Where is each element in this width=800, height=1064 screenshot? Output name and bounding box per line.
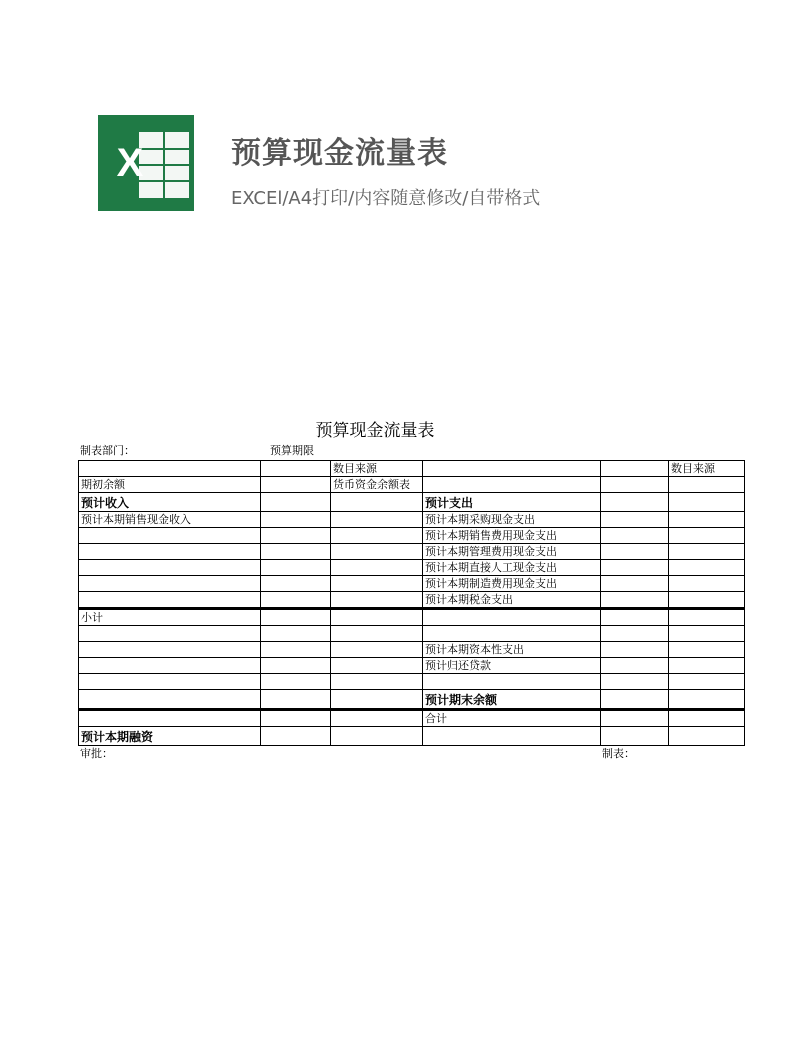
table-cell[interactable] xyxy=(79,544,261,560)
table-cell[interactable] xyxy=(331,658,423,674)
table-row xyxy=(79,609,745,626)
table-cell[interactable] xyxy=(601,690,669,710)
table-cell[interactable] xyxy=(79,674,261,690)
table-cell[interactable] xyxy=(601,461,669,477)
table-cell[interactable] xyxy=(79,710,261,727)
table-cell[interactable] xyxy=(79,576,261,592)
table-row xyxy=(79,642,745,658)
table-cell[interactable] xyxy=(601,528,669,544)
table-cell[interactable] xyxy=(669,477,745,493)
table-row xyxy=(79,560,745,576)
table-cell[interactable]: 合计 xyxy=(423,710,601,727)
table-cell[interactable] xyxy=(423,609,601,626)
table-cell[interactable]: 预计本期融资 xyxy=(79,727,261,746)
table-cell[interactable] xyxy=(331,727,423,746)
table-cell[interactable]: 预计支出 xyxy=(423,493,601,512)
table-cell[interactable] xyxy=(601,560,669,576)
table-row xyxy=(79,658,745,674)
table-cell[interactable] xyxy=(601,512,669,528)
table-cell[interactable] xyxy=(601,642,669,658)
table-cell[interactable] xyxy=(79,592,261,609)
table-cell[interactable] xyxy=(331,609,423,626)
table-cell[interactable] xyxy=(79,690,261,710)
table-cell[interactable] xyxy=(261,512,331,528)
table-row xyxy=(79,461,745,477)
table-cell[interactable] xyxy=(261,592,331,609)
table-cell[interactable] xyxy=(669,658,745,674)
table-cell[interactable] xyxy=(669,626,745,642)
table-row xyxy=(79,528,745,544)
table-cell[interactable] xyxy=(601,727,669,746)
table-row xyxy=(79,626,745,642)
table-cell[interactable]: 预计本期资本性支出 xyxy=(423,642,601,658)
table-cell[interactable] xyxy=(669,512,745,528)
table-cell[interactable] xyxy=(261,690,331,710)
table-cell[interactable] xyxy=(261,674,331,690)
table-cell[interactable] xyxy=(669,493,745,512)
table-cell[interactable] xyxy=(669,576,745,592)
table-cell[interactable] xyxy=(331,493,423,512)
table-cell[interactable] xyxy=(669,592,745,609)
table-cell[interactable] xyxy=(331,560,423,576)
maker-label: 制表： xyxy=(602,747,635,760)
table-row xyxy=(79,512,745,528)
dept-label: 制表部门： xyxy=(80,444,135,457)
table-cell[interactable] xyxy=(331,626,423,642)
table-cell[interactable] xyxy=(79,658,261,674)
table-cell[interactable] xyxy=(669,674,745,690)
table-cell[interactable] xyxy=(601,710,669,727)
table-cell[interactable] xyxy=(261,544,331,560)
table-cell[interactable]: 数目来源 xyxy=(669,461,745,477)
period-label: 预算期限 xyxy=(270,444,314,457)
cash-flow-table xyxy=(78,460,745,746)
table-cell[interactable] xyxy=(423,477,601,493)
table-row xyxy=(79,493,745,512)
table-cell[interactable]: 数目来源 xyxy=(331,461,423,477)
table-cell[interactable] xyxy=(601,626,669,642)
table-cell[interactable] xyxy=(669,609,745,626)
table-cell[interactable] xyxy=(331,544,423,560)
table-cell[interactable] xyxy=(669,528,745,544)
table-row xyxy=(79,690,745,710)
table-cell[interactable] xyxy=(79,461,261,477)
table-cell[interactable] xyxy=(261,727,331,746)
table-cell[interactable] xyxy=(261,528,331,544)
table-cell[interactable] xyxy=(331,576,423,592)
table-cell[interactable] xyxy=(261,576,331,592)
page-title: 预算现金流量表 xyxy=(231,136,448,171)
table-cell[interactable] xyxy=(669,710,745,727)
table-cell[interactable] xyxy=(331,690,423,710)
table-cell[interactable] xyxy=(423,727,601,746)
table-cell[interactable] xyxy=(261,642,331,658)
table-cell[interactable]: 预计期末余额 xyxy=(423,690,601,710)
table-cell[interactable] xyxy=(261,493,331,512)
table-cell[interactable] xyxy=(601,658,669,674)
table-cell[interactable] xyxy=(261,461,331,477)
sheet-title: 预算现金流量表 xyxy=(315,421,435,441)
table-cell[interactable] xyxy=(331,710,423,727)
table-cell[interactable] xyxy=(261,560,331,576)
table-cell[interactable] xyxy=(601,592,669,609)
table-cell[interactable] xyxy=(331,528,423,544)
table-cell[interactable]: 预计本期销售费用现金支出 xyxy=(423,528,601,544)
page-subtitle: EXCEl/A4打印/内容随意修改/自带格式 xyxy=(231,188,541,209)
table-cell[interactable] xyxy=(331,512,423,528)
table-cell[interactable] xyxy=(261,710,331,727)
table-cell[interactable]: 预计本期制造费用现金支出 xyxy=(423,576,601,592)
table-cell[interactable] xyxy=(423,461,601,477)
table-cell[interactable]: 预计归还贷款 xyxy=(423,658,601,674)
table-cell[interactable] xyxy=(601,493,669,512)
table-row xyxy=(79,544,745,560)
table-cell[interactable] xyxy=(261,609,331,626)
table-cell[interactable] xyxy=(79,528,261,544)
table-cell[interactable] xyxy=(261,477,331,493)
table-cell[interactable] xyxy=(261,658,331,674)
table-cell[interactable]: 货币资金余额表 xyxy=(331,477,423,493)
table-cell[interactable] xyxy=(423,674,601,690)
table-cell[interactable] xyxy=(669,690,745,710)
table-cell[interactable] xyxy=(669,642,745,658)
table-cell[interactable] xyxy=(79,560,261,576)
table-row xyxy=(79,674,745,690)
table-cell[interactable] xyxy=(601,674,669,690)
excel-logo-icon xyxy=(98,115,194,211)
table-cell[interactable] xyxy=(79,642,261,658)
table-cell[interactable] xyxy=(601,477,669,493)
table-cell[interactable]: 预计本期采购现金支出 xyxy=(423,512,601,528)
approve-label: 审批： xyxy=(80,747,113,760)
table-cell[interactable] xyxy=(601,609,669,626)
table-cell[interactable]: 预计收入 xyxy=(79,493,261,512)
table-cell[interactable] xyxy=(331,674,423,690)
table-cell[interactable] xyxy=(261,626,331,642)
table-cell[interactable]: 期初余额 xyxy=(79,477,261,493)
table-cell[interactable] xyxy=(669,544,745,560)
table-cell[interactable]: 预计本期税金支出 xyxy=(423,592,601,609)
table-cell[interactable]: 预计本期直接人工现金支出 xyxy=(423,560,601,576)
table-cell[interactable] xyxy=(669,727,745,746)
table-cell[interactable] xyxy=(669,560,745,576)
table-cell[interactable]: 预计本期管理费用现金支出 xyxy=(423,544,601,560)
table-cell[interactable] xyxy=(331,592,423,609)
table-row xyxy=(79,592,745,609)
table-cell[interactable]: 小计 xyxy=(79,609,261,626)
table-row xyxy=(79,727,745,746)
table-cell[interactable]: 预计本期销售现金收入 xyxy=(79,512,261,528)
table-row xyxy=(79,477,745,493)
table-row xyxy=(79,710,745,727)
logo-letter: X xyxy=(116,141,144,185)
table-cell[interactable] xyxy=(331,642,423,658)
table-cell[interactable] xyxy=(79,626,261,642)
table-cell[interactable] xyxy=(601,544,669,560)
table-cell[interactable] xyxy=(423,626,601,642)
table-cell[interactable] xyxy=(601,576,669,592)
table-row xyxy=(79,576,745,592)
